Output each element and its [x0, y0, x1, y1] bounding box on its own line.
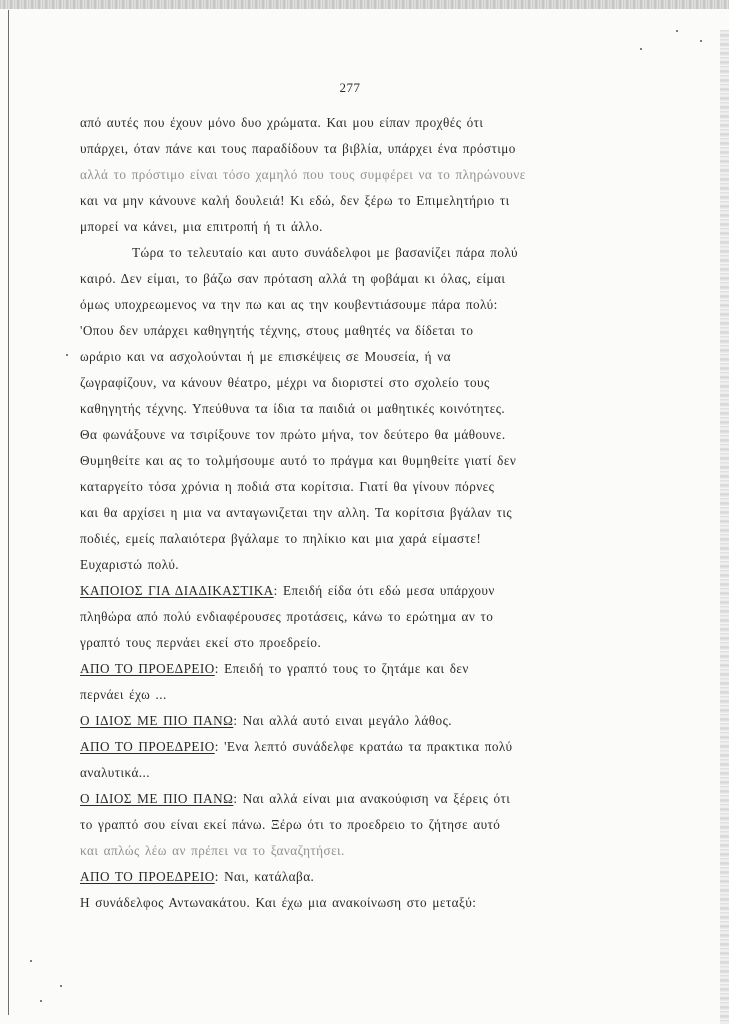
- line-text: καιρό. Δεν είμαι, το βάζω σαν πρόταση αλλά τη φοβάμαι κι όλας, είμαι: [80, 271, 506, 286]
- text-line: [80, 890, 620, 916]
- line-text: αλλά το πρόστιμο είναι τόσο χαμηλό που τους συμφέρει να το πληρώνουνε: [80, 167, 526, 182]
- speaker-label: ΑΠΟ ΤΟ ΠΡΟΕΔΡΕΙΟ: [80, 739, 215, 754]
- scan-speck: [40, 1000, 42, 1002]
- text-line: [80, 110, 620, 136]
- line-text: όμως υποχρεωμενος να την πω και ας την κουβεντιάσουμε πάρα πολύ:: [80, 297, 498, 312]
- scan-speck: [700, 40, 702, 42]
- line-text: περνάει έχω ...: [80, 687, 167, 702]
- speaker-label: ΚΑΠΟΙΟΣ ΓΙΑ ΔΙΑΔΙΚΑΣΤΙΚΑ: [80, 583, 274, 598]
- scan-speck: [60, 985, 62, 987]
- line-text: Η συνάδελφος Αντωνακάτου. Και έχω μια ανακοίνωση στο μεταξύ:: [80, 895, 477, 910]
- scan-speck: [676, 30, 678, 32]
- text-line: [80, 656, 620, 682]
- line-text: : 'Ενα λεπτό συνάδελφε κρατάω τα πρακτικα πολύ: [214, 739, 513, 754]
- speaker-label: ΑΠΟ ΤΟ ΠΡΟΕΔΡΕΙΟ: [80, 869, 215, 884]
- text-line: [80, 552, 620, 578]
- text-line: [80, 136, 620, 162]
- line-text: 'Οπου δεν υπάρχει καθηγητής τέχνης, στους μαθητές να δίδεται το: [80, 323, 474, 338]
- line-text: ζωγραφίζουν, να κάνουν θέατρο, μέχρι να διοριστεί στο σχολείο τους: [80, 375, 490, 390]
- text-line: [80, 344, 620, 370]
- speaker-label: ΑΠΟ ΤΟ ΠΡΟΕΔΡΕΙΟ: [80, 661, 215, 676]
- scan-speck: [640, 48, 642, 50]
- text-line: [80, 864, 620, 890]
- line-text: από αυτές που έχουν μόνο δυο χρώματα. Και μου είπαν προχθές ότι: [80, 115, 484, 130]
- scan-left-edge: [8, 10, 9, 1015]
- line-text: υπάρχει, όταν πάνε και τους παραδίδουν τα βιβλία, υπάρχει ένα πρόστιμο: [80, 141, 516, 156]
- line-text: : Επειδή το γραπτό τους το ζητάμε και δεν: [214, 661, 469, 676]
- text-line: [80, 526, 620, 552]
- line-text: γραπτό τους περνάει εκεί στο προεδρείο.: [80, 635, 322, 650]
- text-line: [80, 162, 620, 188]
- text-line: [80, 318, 620, 344]
- scan-right-edge: [720, 30, 729, 1024]
- text-line: [80, 734, 620, 760]
- line-text: Θα φωνάξουνε να τσιρίξουνε τον πρώτο μήνα, τον δεύτερο θα μάθουνε.: [80, 427, 506, 442]
- transcript-body: [80, 110, 620, 916]
- text-line: [80, 812, 620, 838]
- text-line: [80, 578, 620, 604]
- text-line: [80, 292, 620, 318]
- line-text: : Ναι αλλά αυτό ειναι μεγάλο λάθος.: [233, 713, 453, 728]
- line-text: καταργείτο τόσα χρόνια η ποδιά στα κορίτσια. Γιατί θα γίνουν πόρνες: [80, 479, 495, 494]
- scan-speck: [30, 960, 32, 962]
- line-text: : Ναι, κατάλαβα.: [214, 869, 315, 884]
- page-number: 277: [339, 80, 361, 95]
- text-line: [80, 682, 620, 708]
- line-text: και απλώς λέω αν πρέπει να το ξαναζητήσει.: [80, 843, 345, 858]
- line-text: ποδιές, εμείς παλαιότερα βγάλαμε το πηλίκιο και μια χαρά είμαστε!: [80, 531, 482, 546]
- text-line: [80, 786, 620, 812]
- line-text: Ευχαριστώ πολύ.: [80, 557, 180, 572]
- line-text: μπορεί να κάνει, μια επιτροπή ή τι άλλο.: [80, 219, 323, 234]
- text-line: [80, 760, 620, 786]
- speaker-label: Ο ΙΔΙΟΣ ΜΕ ΠΙΟ ΠΑΝΩ: [80, 713, 234, 728]
- text-line: [80, 266, 620, 292]
- text-line: [80, 708, 620, 734]
- line-text: Θυμηθείτε και ας το τολμήσουμε αυτό το πράγμα και θυμηθείτε γιατί δεν: [80, 453, 517, 468]
- speaker-label: Ο ΙΔΙΟΣ ΜΕ ΠΙΟ ΠΑΝΩ: [80, 791, 234, 806]
- line-text: το γραπτό σου είναι εκεί πάνω. Ξέρω ότι το προεδρειο το ζήτησε αυτό: [80, 817, 501, 832]
- line-text: αναλυτικά...: [80, 765, 151, 780]
- text-line: [80, 422, 620, 448]
- text-line: [80, 474, 620, 500]
- text-line: [80, 188, 620, 214]
- line-text: : Επειδή είδα ότι εδώ μεσα υπάρχουν: [273, 583, 495, 598]
- line-text: καθηγητής τέχνης. Υπεύθυνα τα ίδια τα παιδιά οι μαθητικές κοινότητες.: [80, 401, 506, 416]
- scan-speck: [66, 354, 68, 356]
- text-line: [80, 214, 620, 240]
- text-line: [80, 240, 620, 266]
- text-line: [80, 448, 620, 474]
- line-text: και θα αρχίσει η μια να ανταγωνιζεται την αλλη. Τα κορίτσια βγάλαν τις: [80, 505, 512, 520]
- line-text: και να μην κάνουνε καλή δουλειά! Κι εδώ, δεν ξέρω το Επιμελητήριο τι: [80, 193, 510, 208]
- text-line: [80, 630, 620, 656]
- text-line: [80, 500, 620, 526]
- line-text: Τώρα το τελευταίο και αυτο συνάδελφοι με βασανίζει πάρα πολύ: [132, 245, 518, 260]
- line-text: ωράριο και να ασχολούνται ή με επισκέψεις σε Μουσεία, ή να: [80, 349, 451, 364]
- scan-top-edge: [0, 0, 729, 9]
- line-text: πληθώρα από πολύ ενδιαφέρουσες προτάσεις, κάνω το ερώτημα αν το: [80, 609, 494, 624]
- text-line: [80, 396, 620, 422]
- text-line: [80, 370, 620, 396]
- line-text: : Ναι αλλά είναι μια ανακούφιση να ξέρεις ότι: [233, 791, 511, 806]
- text-line: [80, 604, 620, 630]
- text-line: [80, 838, 620, 864]
